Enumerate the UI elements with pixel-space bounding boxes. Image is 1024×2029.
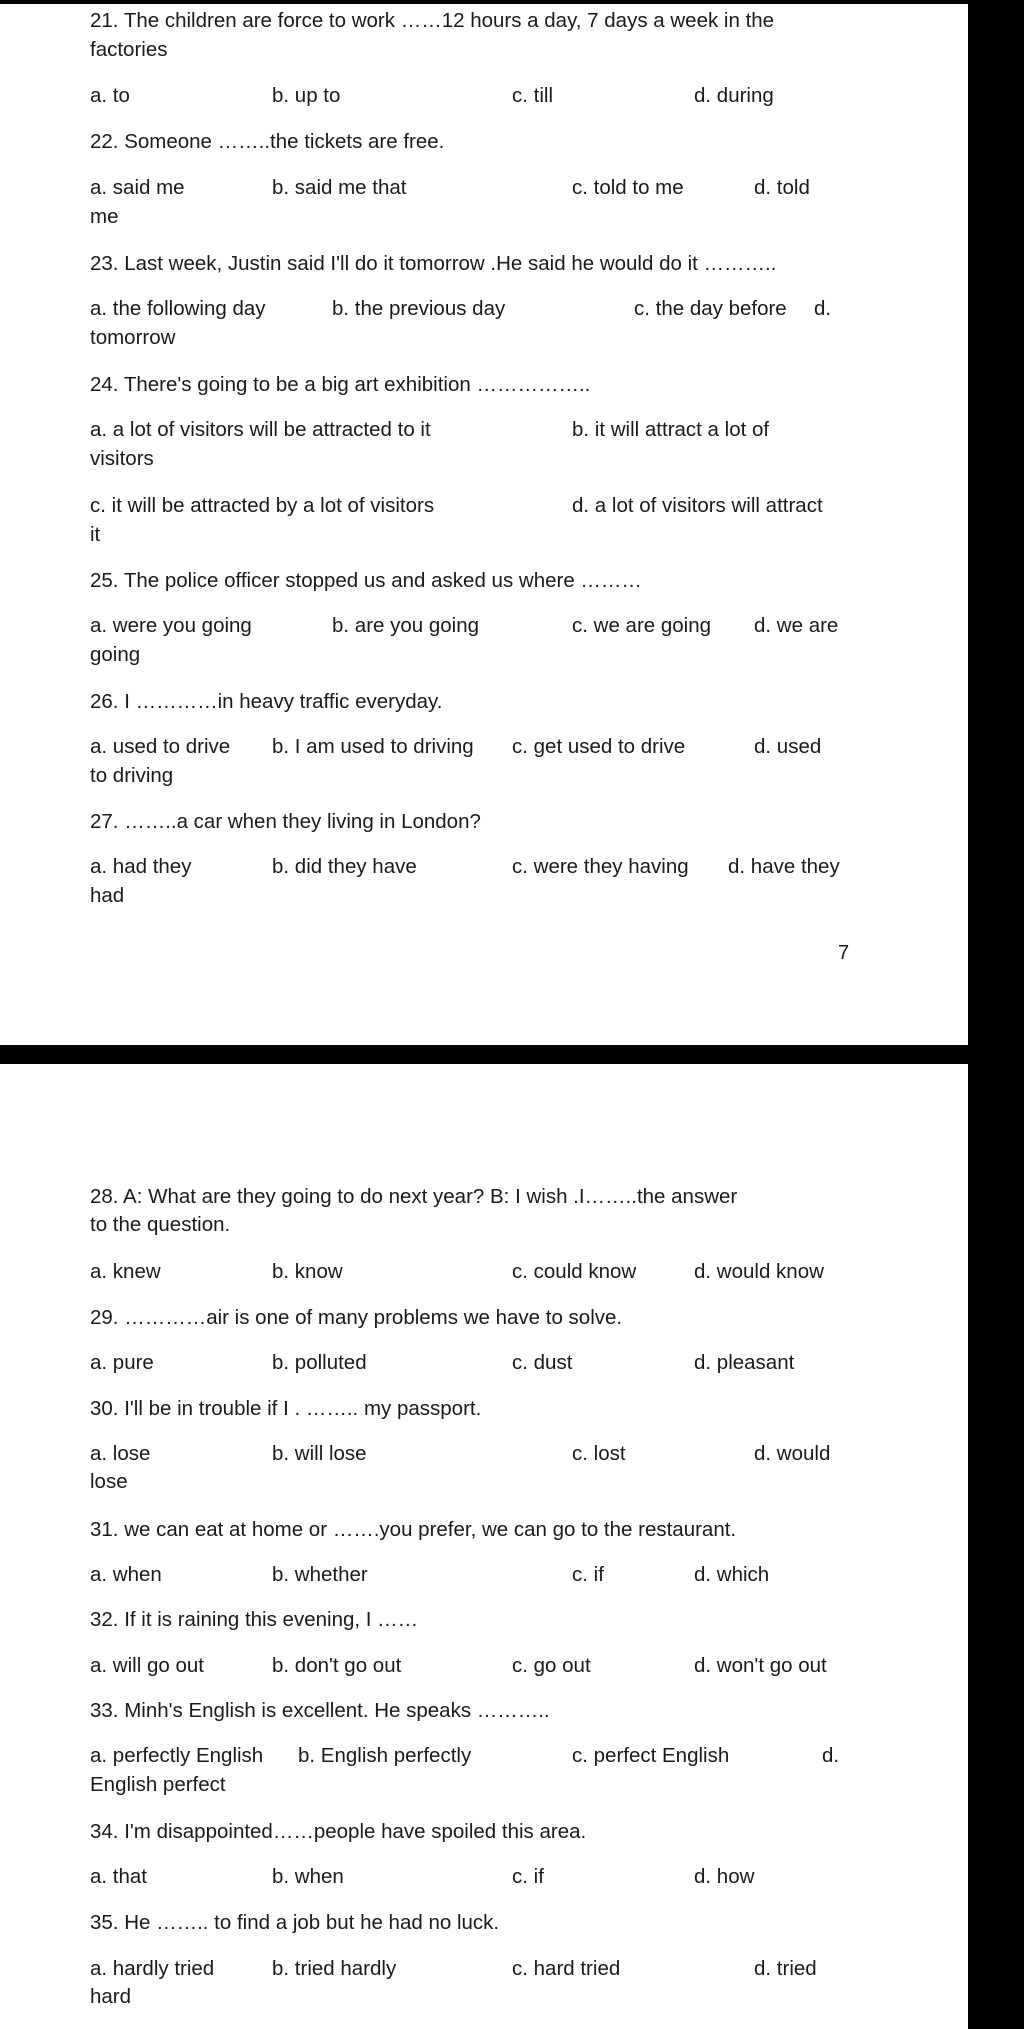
q33-option-d[interactable]: d.: [822, 1744, 840, 1767]
q24-option-c[interactable]: c. it will be attracted by a lot of visitors: [90, 494, 435, 517]
question-24: 24. There's going to be a big art exhibition ……………..: [90, 373, 591, 396]
q24-option-b-continued: visitors: [90, 447, 154, 470]
q25-option-d-continued: going: [90, 643, 141, 666]
q28-option-c[interactable]: c. could know: [512, 1260, 637, 1283]
q23-option-d-continued: tomorrow: [90, 326, 176, 349]
question-29: 29. …………air is one of many problems we have to solve.: [90, 1306, 623, 1329]
q21-option-d[interactable]: d. during: [694, 84, 774, 107]
q33-option-c[interactable]: c. perfect English: [572, 1744, 730, 1767]
q25-option-b[interactable]: b. are you going: [332, 614, 480, 637]
question-27: 27. ……..a car when they living in London?: [90, 810, 481, 833]
q21-option-b[interactable]: b. up to: [272, 84, 341, 107]
q26-option-b[interactable]: b. I am used to driving: [272, 735, 474, 758]
q27-option-d-continued: had: [90, 884, 125, 907]
q22-option-d[interactable]: d. told: [754, 176, 810, 199]
q26-option-a[interactable]: a. used to drive: [90, 735, 231, 758]
q33-option-d-continued: English perfect: [90, 1773, 226, 1796]
question-28: 28. A: What are they going to do next year? B: I wish .I……..the answer: [90, 1185, 738, 1208]
q25-option-c[interactable]: c. we are going: [572, 614, 712, 637]
q27-option-b[interactable]: b. did they have: [272, 855, 417, 878]
q23-option-a[interactable]: a. the following day: [90, 297, 266, 320]
q33-option-a[interactable]: a. perfectly English: [90, 1744, 264, 1767]
q23-option-d[interactable]: d.: [814, 297, 832, 320]
q29-option-a[interactable]: a. pure: [90, 1351, 154, 1374]
q30-option-a[interactable]: a. lose: [90, 1442, 151, 1465]
question-22: 22. Someone ……..the tickets are free.: [90, 130, 445, 153]
question-35: 35. He …….. to find a job but he had no luck.: [90, 1911, 500, 1934]
q35-option-d[interactable]: d. tried: [754, 1957, 817, 1980]
q29-option-c[interactable]: c. dust: [512, 1351, 573, 1374]
q35-option-a[interactable]: a. hardly tried: [90, 1957, 215, 1980]
q30-option-d[interactable]: d. would: [754, 1442, 831, 1465]
q23-option-b[interactable]: b. the previous day: [332, 297, 506, 320]
q21-option-a[interactable]: a. to: [90, 84, 130, 107]
q28-option-b[interactable]: b. know: [272, 1260, 343, 1283]
question-34: 34. I'm disappointed……people have spoiled this area.: [90, 1820, 587, 1843]
q26-option-d-continued: to driving: [90, 764, 174, 787]
q33-option-b[interactable]: b. English perfectly: [298, 1744, 472, 1767]
q30-option-c[interactable]: c. lost: [572, 1442, 626, 1465]
q27-option-a[interactable]: a. had they: [90, 855, 192, 878]
question-21: 21. The children are force to work ……12 hours a day, 7 days a week in the: [90, 9, 775, 32]
q31-option-a[interactable]: a. when: [90, 1563, 162, 1586]
q22-option-a[interactable]: a. said me: [90, 176, 185, 199]
q25-option-a[interactable]: a. were you going: [90, 614, 252, 637]
q34-option-c[interactable]: c. if: [512, 1865, 544, 1888]
q24-option-a[interactable]: a. a lot of visitors will be attracted to it: [90, 418, 431, 441]
q31-option-b[interactable]: b. whether: [272, 1563, 368, 1586]
q28-option-a[interactable]: a. knew: [90, 1260, 161, 1283]
question-30: 30. I'll be in trouble if I . …….. my passport.: [90, 1397, 482, 1420]
q26-option-d[interactable]: d. used: [754, 735, 822, 758]
q22-option-b[interactable]: b. said me that: [272, 176, 407, 199]
question-26: 26. I …………in heavy traffic everyday.: [90, 690, 443, 713]
q21-option-c[interactable]: c. till: [512, 84, 553, 107]
q30-option-d-continued: lose: [90, 1470, 128, 1493]
q26-option-c[interactable]: c. get used to drive: [512, 735, 686, 758]
question-31: 31. we can eat at home or …….you prefer, we can go to the restaurant.: [90, 1518, 737, 1541]
q31-option-d[interactable]: d. which: [694, 1563, 770, 1586]
question-32: 32. If it is raining this evening, I ……: [90, 1608, 419, 1631]
q32-option-d[interactable]: d. won't go out: [694, 1654, 827, 1677]
question-21-continued: factories: [90, 38, 168, 61]
q22-option-c[interactable]: c. told to me: [572, 176, 684, 199]
q31-option-c[interactable]: c. if: [572, 1563, 604, 1586]
q32-option-a[interactable]: a. will go out: [90, 1654, 204, 1677]
q27-option-c[interactable]: c. were they having: [512, 855, 689, 878]
q35-option-d-continued: hard: [90, 1985, 132, 2008]
q24-option-d-continued: it: [90, 523, 101, 546]
question-23: 23. Last week, Justin said I'll do it tomorrow .He said he would do it ………..: [90, 252, 777, 275]
q34-option-d[interactable]: d. how: [694, 1865, 755, 1888]
q29-option-d[interactable]: d. pleasant: [694, 1351, 795, 1374]
q24-option-d[interactable]: d. a lot of visitors will attract: [572, 494, 823, 517]
q32-option-c[interactable]: c. go out: [512, 1654, 591, 1677]
q24-option-b[interactable]: b. it will attract a lot of: [572, 418, 770, 441]
q29-option-b[interactable]: b. polluted: [272, 1351, 367, 1374]
worksheet-page-2: [0, 1064, 968, 2029]
question-25: 25. The police officer stopped us and asked us where ………: [90, 569, 642, 592]
q34-option-a[interactable]: a. that: [90, 1865, 147, 1888]
q25-option-d[interactable]: d. we are: [754, 614, 839, 637]
q28-option-d[interactable]: d. would know: [694, 1260, 824, 1283]
q34-option-b[interactable]: b. when: [272, 1865, 344, 1888]
q27-option-d[interactable]: d. have they: [728, 855, 840, 878]
q35-option-c[interactable]: c. hard tried: [512, 1957, 621, 1980]
question-33: 33. Minh's English is excellent. He speaks ………..: [90, 1699, 550, 1722]
worksheet-page-1: [0, 4, 968, 1045]
q35-option-b[interactable]: b. tried hardly: [272, 1957, 397, 1980]
q32-option-b[interactable]: b. don't go out: [272, 1654, 402, 1677]
q22-option-d-continued: me: [90, 205, 119, 228]
question-28-continued: to the question.: [90, 1213, 231, 1236]
q23-option-c[interactable]: c. the day before: [634, 297, 787, 320]
q30-option-b[interactable]: b. will lose: [272, 1442, 367, 1465]
page-number: 7: [838, 942, 850, 964]
